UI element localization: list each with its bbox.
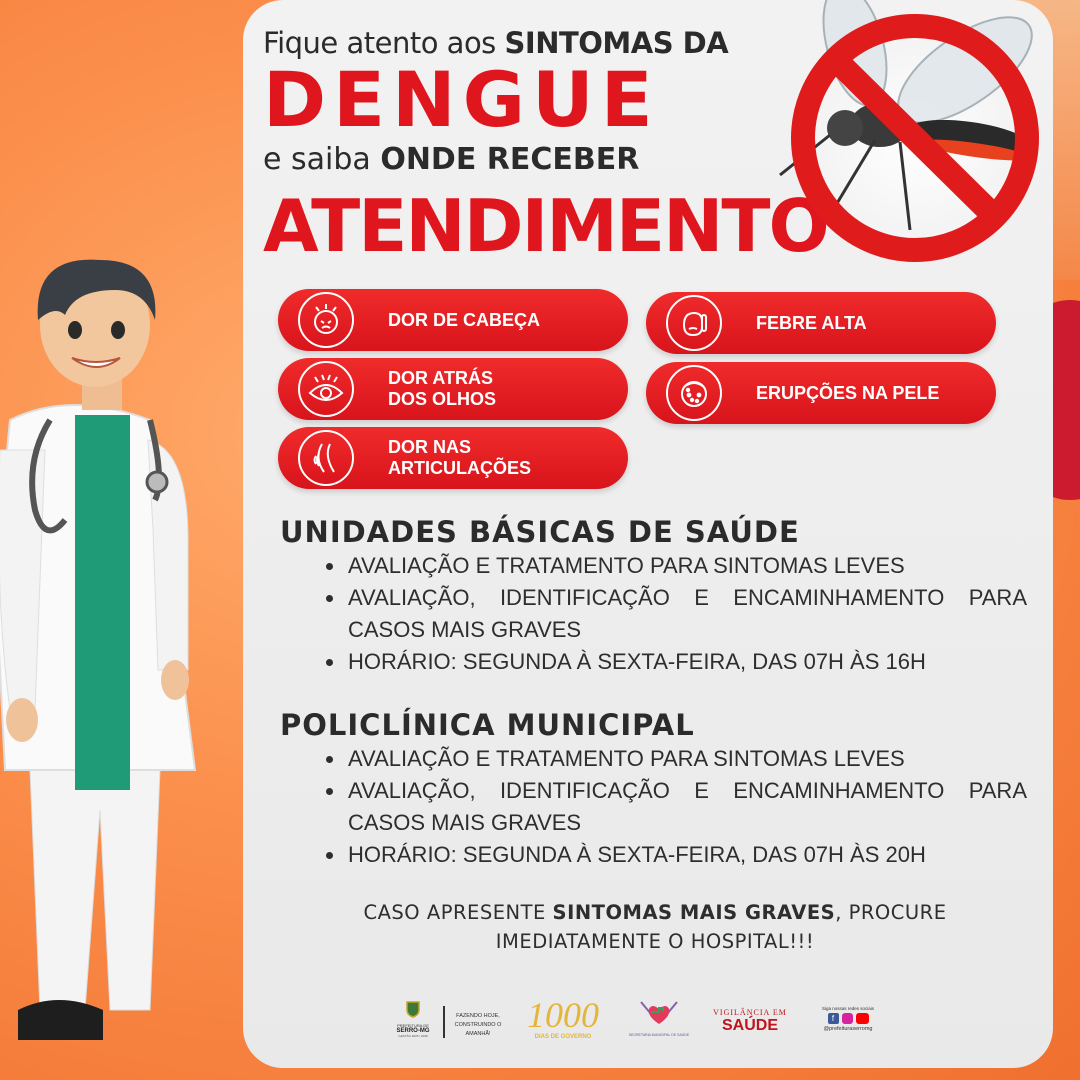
symptom-eye-pain-label: [388, 368, 496, 410]
youtube-icon[interactable]: [856, 1013, 869, 1024]
symptom-headache-text: DOR DE CABEÇA: [388, 309, 541, 330]
warning-bold: SINTOMAS MAIS GRAVES: [552, 901, 836, 924]
symptom-eye-pain-line1: DOR ATRÁS: [388, 368, 493, 388]
social-icons: [808, 1013, 888, 1024]
warning-line2: IMEDIATAMENTE O HOSPITAL!!!: [495, 930, 815, 953]
hospital-warning: [290, 898, 1020, 956]
prefeitura-top: PREFEITURA DE: [397, 1023, 429, 1028]
symptom-fever-text: FEBRE ALTA: [756, 312, 867, 333]
joint-pain-icon: [298, 430, 354, 486]
ubs-title: UNIDADES BÁSICAS DE SAÚDE: [280, 515, 800, 549]
policlinica-item: HORÁRIO: SEGUNDA À SEXTA-FEIRA, DAS 07H ÀS 20H: [322, 839, 1027, 871]
headline-intro-normal: Fique atento aos: [263, 26, 505, 60]
symptom-fever-label: [756, 313, 867, 334]
footer-divider: [443, 1006, 445, 1038]
social-handle: @prefeituraserromg: [823, 1026, 873, 1032]
secretaria-heart-icon: [637, 998, 681, 1028]
ubs-list: [322, 550, 1027, 678]
slogan: [448, 1012, 508, 1039]
prefeitura-sub: GESTÃO 2025 / 2028: [398, 1034, 428, 1038]
skin-rash-icon: [666, 365, 722, 421]
mil-dias-logo: [524, 996, 602, 1040]
prefeitura-name: SERRO-MG: [396, 1028, 430, 1034]
symptom-joint-pain-label: [388, 437, 531, 479]
vigilancia-top: VIGILÂNCIA EM: [713, 1008, 787, 1017]
slogan-line2: CONSTRUINDO O AMANHÃ!: [454, 1022, 502, 1037]
mil-dias-number: 1000: [527, 995, 599, 1035]
headline-intro-bold: SINTOMAS DA: [504, 26, 729, 60]
symptom-joint-pain-line2: ARTICULAÇÕES: [388, 458, 531, 478]
headache-icon: [298, 292, 354, 348]
mil-dias-text: DIAS DE GOVERNO: [534, 1034, 592, 1040]
symptom-joint-pain-line1: DOR NAS: [388, 437, 472, 457]
ubs-item: AVALIAÇÃO E TRATAMENTO PARA SINTOMAS LEVES: [322, 550, 1027, 582]
policlinica-item: AVALIAÇÃO E TRATAMENTO PARA SINTOMAS LEVES: [322, 743, 1027, 775]
fever-icon: [666, 295, 722, 351]
headline-where: [263, 142, 639, 177]
instagram-icon[interactable]: [842, 1013, 853, 1024]
headline-dengue: DENGUE: [263, 55, 660, 144]
secretaria-text: SECRETARIA MUNICIPAL DE SAÚDE: [628, 1033, 690, 1037]
symptom-eye-pain-line2: DOS OLHOS: [388, 389, 497, 409]
prefeitura-logo: [388, 1000, 438, 1038]
no-mosquito-icon: [760, 0, 1050, 270]
crest-icon: [404, 1000, 422, 1018]
slogan-line1: FAZENDO HOJE,: [456, 1013, 500, 1019]
secretaria-logo: [614, 998, 704, 1037]
vigilancia-main: SAÚDE: [721, 1017, 778, 1034]
eye-pain-icon: [298, 361, 354, 417]
social-block: [808, 1006, 888, 1032]
warning-part1: CASO APRESENTE: [363, 901, 553, 924]
doctor-illustration: [0, 250, 210, 1080]
symptom-skin-rash: [646, 362, 996, 424]
symptom-fever: [646, 292, 996, 354]
headline-where-normal: e saiba: [263, 142, 381, 177]
facebook-icon[interactable]: f: [828, 1013, 839, 1024]
policlinica-list: [322, 743, 1027, 871]
policlinica-title: POLICLÍNICA MUNICIPAL: [280, 708, 695, 742]
symptom-eye-pain: [278, 358, 628, 420]
symptom-skin-rash-text: ERUPÇÕES NA PELE: [756, 382, 940, 403]
symptom-skin-rash-label: [756, 383, 939, 404]
symptom-headache-label: [388, 310, 540, 331]
vigilancia-logo: [712, 1008, 788, 1035]
headline-where-bold: ONDE RECEBER: [380, 142, 640, 177]
policlinica-item: AVALIAÇÃO, IDENTIFICAÇÃO E ENCAMINHAMENTO PARA CASOS MAIS GRAVES: [322, 775, 1027, 839]
social-title: Siga nossas redes sociais: [821, 1006, 875, 1011]
headline-atendimento: ATENDIMENTO: [263, 184, 828, 268]
ubs-item: AVALIAÇÃO, IDENTIFICAÇÃO E ENCAMINHAMENTO PARA CASOS MAIS GRAVES: [322, 582, 1027, 646]
symptom-joint-pain: [278, 427, 628, 489]
symptom-headache: [278, 289, 628, 351]
ubs-item: HORÁRIO: SEGUNDA À SEXTA-FEIRA, DAS 07H ÀS 16H: [322, 646, 1027, 678]
warning-part2: , PROCURE: [835, 901, 947, 924]
